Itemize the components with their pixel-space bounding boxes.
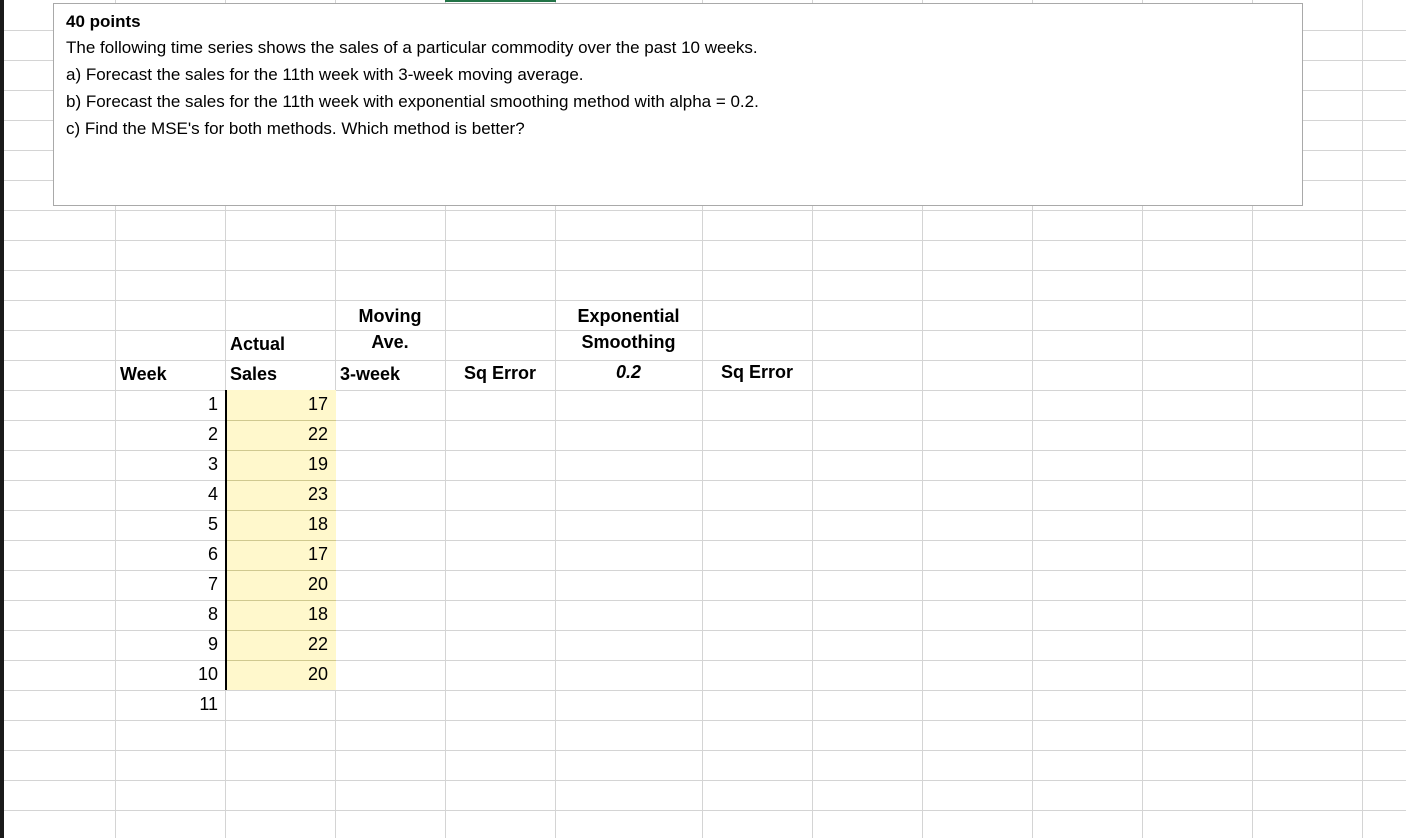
header-sq-error-ma[interactable]: Sq Error xyxy=(463,363,537,383)
row-gridline xyxy=(0,300,1406,301)
sales-cell[interactable]: 23 xyxy=(307,484,328,504)
sales-cell-divider xyxy=(225,630,336,631)
week-cell[interactable]: 3 xyxy=(207,454,218,474)
sales-cell[interactable]: 19 xyxy=(307,454,328,474)
week-cell[interactable]: 9 xyxy=(207,634,218,654)
row-gridline xyxy=(0,270,1406,271)
row-gridline xyxy=(0,330,1406,331)
week-cell[interactable]: 8 xyxy=(207,604,218,624)
header-actual[interactable]: Actual xyxy=(230,334,286,354)
header-moving[interactable]: Moving xyxy=(358,306,422,326)
week-cell[interactable]: 7 xyxy=(207,574,218,594)
row-gridline xyxy=(0,660,1406,661)
question-line-1: The following time series shows the sales of a particular commodity over the past 10 weeks. xyxy=(66,38,758,57)
row-gridline xyxy=(0,600,1406,601)
sales-cell-divider xyxy=(225,420,336,421)
row-gridline xyxy=(0,780,1406,781)
week-cell[interactable]: 10 xyxy=(197,664,218,684)
sales-cell-divider xyxy=(225,600,336,601)
row-gridline xyxy=(0,390,1406,391)
sales-cell[interactable]: 22 xyxy=(307,634,328,654)
header-week[interactable]: Week xyxy=(120,364,167,384)
question-line-a: a) Forecast the sales for the 11th week with 3-week moving average. xyxy=(66,65,584,84)
points-label: 40 points xyxy=(66,12,141,31)
question-line-c: c) Find the MSE's for both methods. Which method is better? xyxy=(66,119,525,138)
row-gridline xyxy=(0,240,1406,241)
week-cell[interactable]: 1 xyxy=(207,394,218,414)
week-cell[interactable]: 5 xyxy=(207,514,218,534)
row-gridline xyxy=(0,690,1406,691)
row-gridline xyxy=(0,450,1406,451)
window-left-edge xyxy=(0,0,4,838)
sales-cell[interactable]: 20 xyxy=(307,574,328,594)
week-cell[interactable]: 6 xyxy=(207,544,218,564)
sales-cell-divider xyxy=(225,570,336,571)
row-gridline xyxy=(0,480,1406,481)
row-gridline xyxy=(0,510,1406,511)
week-cell[interactable]: 2 xyxy=(207,424,218,444)
selected-column-indicator xyxy=(445,0,556,2)
sales-cell-divider xyxy=(225,450,336,451)
row-gridline xyxy=(0,360,1406,361)
row-gridline xyxy=(0,540,1406,541)
row-gridline xyxy=(0,750,1406,751)
row-gridline xyxy=(0,720,1406,721)
row-gridline xyxy=(0,570,1406,571)
sales-cell[interactable]: 20 xyxy=(307,664,328,684)
column-gridline xyxy=(1362,0,1363,838)
sales-cell[interactable]: 17 xyxy=(307,544,328,564)
header-3-week[interactable]: 3-week xyxy=(340,364,401,384)
sales-cell-divider xyxy=(225,540,336,541)
header-ave[interactable]: Ave. xyxy=(371,332,409,352)
week-cell[interactable]: 4 xyxy=(207,484,218,504)
sales-cell-divider xyxy=(225,480,336,481)
question-line-b: b) Forecast the sales for the 11th week with exponential smoothing method with alpha = 0.2. xyxy=(66,92,759,111)
header-smoothing[interactable]: Smoothing xyxy=(581,332,676,352)
row-gridline xyxy=(0,810,1406,811)
header-sq-error-es[interactable]: Sq Error xyxy=(720,362,794,382)
header-exponential[interactable]: Exponential xyxy=(577,306,680,326)
sales-cell-divider xyxy=(225,510,336,511)
sales-cell-divider xyxy=(225,660,336,661)
question-textbox[interactable] xyxy=(53,3,1303,206)
week-cell[interactable]: 11 xyxy=(199,694,218,714)
sales-cell[interactable]: 18 xyxy=(307,514,328,534)
sales-cell[interactable]: 17 xyxy=(307,394,328,414)
alpha-value[interactable]: 0.2 xyxy=(615,362,642,382)
row-gridline xyxy=(0,420,1406,421)
sales-cell[interactable]: 22 xyxy=(307,424,328,444)
sales-cell[interactable]: 18 xyxy=(307,604,328,624)
row-gridline xyxy=(0,630,1406,631)
row-gridline xyxy=(0,210,1406,211)
header-sales[interactable]: Sales xyxy=(230,364,278,384)
